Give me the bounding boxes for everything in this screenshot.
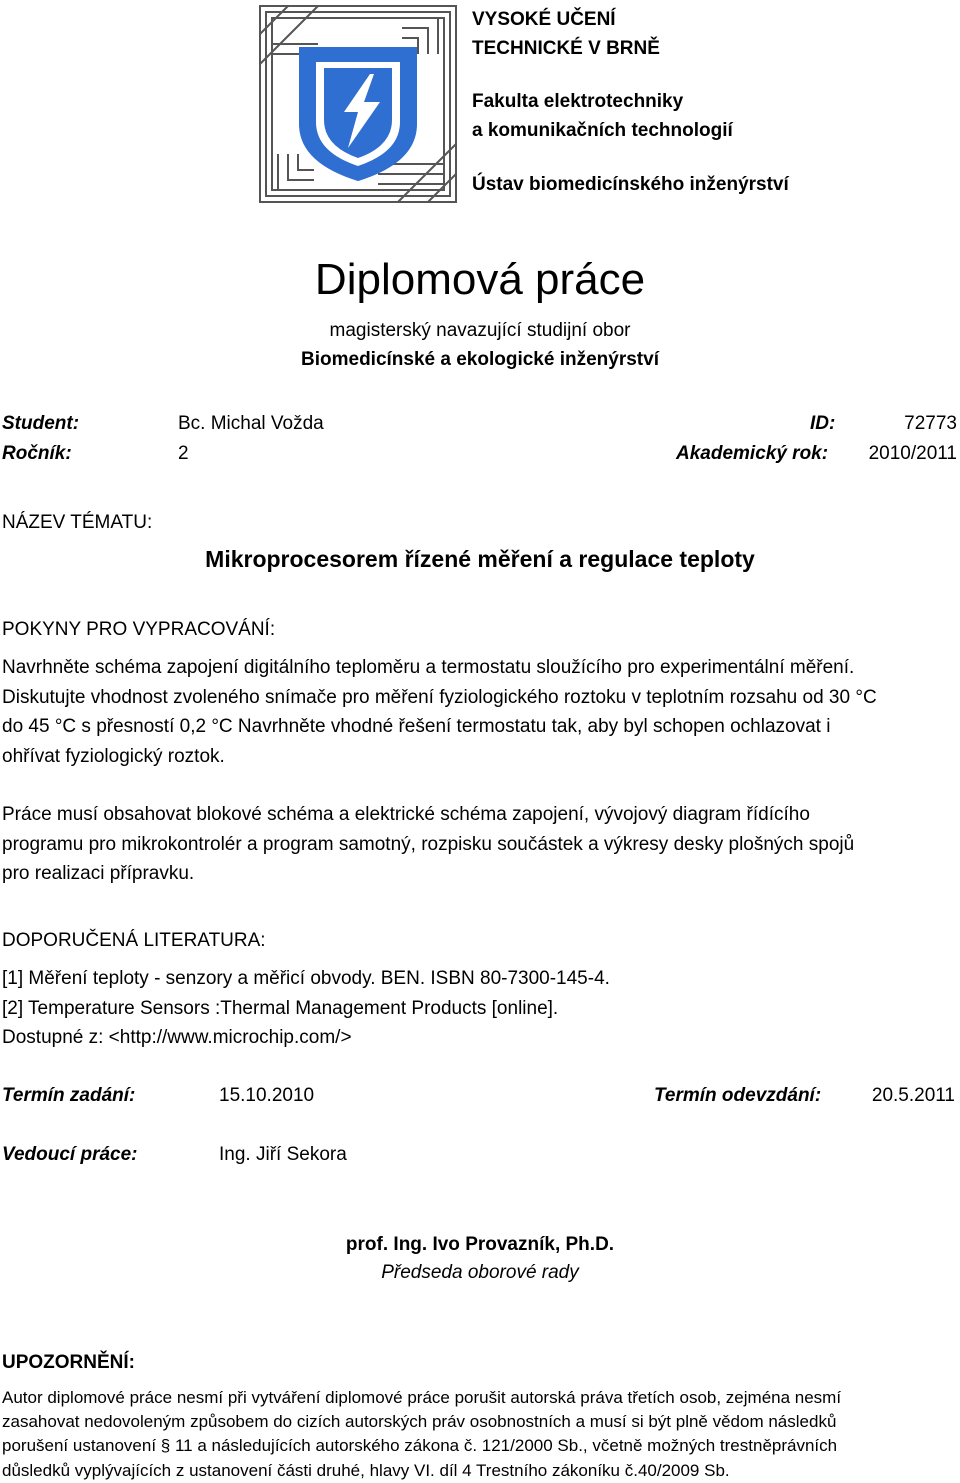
faculty-name-line2: a komunikačních technologií (472, 120, 733, 141)
warning-label: UPOZORNĚNÍ: (2, 1352, 135, 1373)
faculty-name-line1: Fakulta elektrotechniky (472, 91, 684, 112)
literature-item: [2] Temperature Sensors :Thermal Management Products [online]. (2, 997, 559, 1019)
warning-line: Autor diplomové práce nesmí při vytváření diplomové práce porušit autorská práva třetích osob, zejména nesmí (2, 1388, 842, 1407)
document-title: Diplomová práce (314, 255, 646, 304)
instructions-label: POKYNY PRO VYPRACOVÁNÍ: (2, 619, 276, 640)
topic-title: Mikroprocesorem řízené měření a regulace teploty (205, 546, 755, 572)
instructions-line: pro realizaci přípravku. (2, 863, 195, 884)
instructions-line: Diskutujte vhodnost zvoleného snímače pro měření fyziologického roztoku v teplotním rozsahu od 30 °C (2, 686, 877, 708)
topic-label: NÁZEV TÉMATU: (2, 512, 153, 533)
year-label: Ročník: (2, 443, 72, 464)
supervisor-name: Ing. Jiří Sekora (219, 1144, 347, 1165)
warning-line: zasahovat nedovoleným způsobem do cizích autorských práv osobnostních a musí si být plně vědom následků (2, 1412, 837, 1432)
literature-item: [1] Měření teploty - senzory a měřicí obvody. BEN. ISBN 80-7300-145-4. (2, 968, 610, 989)
year-value: 2 (178, 443, 189, 464)
id-label: ID: (810, 413, 836, 434)
literature-item: Dostupné z: <http://www.microchip.com/> (2, 1027, 352, 1048)
instructions-line: ohřívat fyziologický roztok. (2, 745, 225, 767)
university-name-line1: VYSOKÉ UČENÍ (472, 9, 616, 30)
instructions-line: Navrhněte schéma zapojení digitálního teploměru a termostatu sloužícího pro experimentální měření. (2, 657, 855, 678)
vut-emblem-icon (258, 4, 458, 204)
warning-line: porušení ustanovení § 11 a následujících autorského zákona č. 121/2000 Sb., včetně možných trestněprávních (2, 1436, 838, 1456)
study-program: magisterský navazující studijní obor (329, 320, 631, 341)
student-label: Student: (2, 413, 80, 434)
university-logo (258, 4, 458, 204)
submit-date-value: 20.5.2011 (871, 1085, 955, 1106)
submit-date-label: Termín odevzdání: (654, 1085, 822, 1106)
academic-year-label: Akademický rok: (676, 443, 829, 464)
assign-date-value: 15.10.2010 (219, 1085, 315, 1106)
instructions-text (2, 653, 952, 771)
warning-line: důsledků vyplývajících z ustanovení části druhé, hlavy VI. díl 4 Trestního zákoníku č.40/2009 Sb. (2, 1460, 730, 1480)
institute-name: Ústav biomedicínského inženýrství (472, 174, 789, 195)
chair-name: prof. Ing. Ivo Provazník, Ph.D. (345, 1234, 615, 1255)
instructions-line: programu pro mikrokontrolér a program samotný, rozpisku součástek a výkresy desky plošných spojů (2, 833, 855, 855)
instructions-text-2 (2, 800, 952, 889)
study-field: Biomedicínské a ekologické inženýrství (301, 349, 659, 370)
literature-label: DOPORUČENÁ LITERATURA: (2, 930, 266, 951)
warning-text (2, 1386, 958, 1483)
literature-list (2, 964, 952, 1053)
supervisor-label: Vedoucí práce: (2, 1144, 138, 1165)
university-name-line2: TECHNICKÉ V BRNĚ (472, 38, 660, 59)
academic-year-value: 2010/2011 (868, 443, 957, 464)
student-name: Bc. Michal Vožda (178, 413, 324, 434)
instructions-line: Práce musí obsahovat blokové schéma a elektrické schéma zapojení, vývojový diagram řídícího (2, 804, 810, 825)
chair-role: Předseda oborové rady (381, 1262, 579, 1283)
id-value: 72773 (904, 413, 957, 434)
instructions-line: do 45 °C s přesností 0,2 °C Navrhněte vhodné řešení termostatu tak, aby byl schopen ochlazovat i (2, 716, 831, 737)
assign-date-label: Termín zadání: (2, 1085, 136, 1106)
